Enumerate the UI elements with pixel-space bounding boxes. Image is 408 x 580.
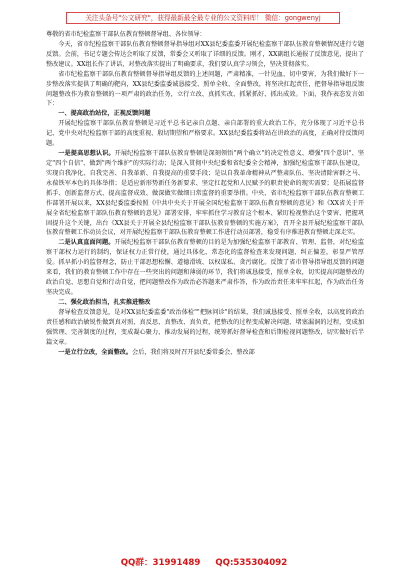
section-heading-2: 二、强化政治担当，扎实推进整改 [58,298,151,306]
section-1-point-2 [46,238,364,298]
document-body [46,30,364,550]
salutation: 尊敬的省市纪检监察干部队伍教育整顿督导组、各位领导： [46,31,206,38]
section-heading-1: 一、提高政治站位，正视反馈问题 [58,110,151,118]
section-1-point-1 [46,149,364,238]
qq-group: QQ群：31991489 [120,558,201,568]
point-text: 开展纪检监察干部队伍教育整顿是深刻领悟"两个确立"的决定性意义、增强"四个意识"、坚定"四个自信"、做到"两个维护"的实际行动；是深入贯彻中央纪委和省纪委全会精神，加强纪检监察干部队伍建设，实现自我净化、自我完善、自我革新、自我提高的重要手段；是以自我革命精神从严整肃队伍、坚决清除害群之马、永葆铁军本色的具体举措；是适应新形势新任务新要求、坚定扛起党和人民赋予的职责使命的现实需要；是拓展监督抓手、创新监督方式、提高监督成效、做深做实做细日常监督的重要举措。中央、省市纪检监察干部队伍教育整顿工作部署开展以来，XX县纪委监委按照《中共中央关于开展全国纪检监察干部队伍教育整顿的意见》和《XX省关于开展全省纪检监察干部队伍教育整顿的意见》部署安排，牢牢抓住学习教育这个根本、紧盯检视整治这个要害、把握巩固提升这个关键，出台《XX县关于开展全县纪检监察干部队伍教育整顿的实施方案》，召开全县开展纪检监察干部队伍教育整顿工作动员会议，对开展纪检监察干部队伍教育整顿工作进行动员部署，稳妥有序推进教育整顿走深走实。 [46,150,364,237]
point-text: 开展纪检监察干部队伍教育整顿的目的是为加强纪检监察干部教育、管理、监督，对纪检监察干部权力运行的制约，保证权力正常行使，通过具体化、常态化的监督检查来发现问题、纠正偏差，彰显严管厚爱。抓早抓小的监督理念，防止干部思想松懈、道德滑坡、以权谋私、贪污腐化。反馈了省市督导指导组反馈的问题来看，我们的教育整顿工作中存在一些突出的问题和薄弱的环节，我们将诚恳接受，照单全收，切实提高问题整改的政治自觉、思想自觉和行动自觉，把问题整改作为政治必答题来严肃作答，作为政治责任来牢牢扛起，作为政治任务坚决完成。 [46,239,364,296]
promo-banner: 关注头条号"公文研究"，获得最新最全最专业的公文资料库！ 微信：gongwenyj [66,12,340,24]
intro-paragraph-2: 省市纪检监察干部队伍教育整顿督导指导组反馈的上述问题，严肃精准，一针见血、切中要害，为我们做好下一步整改落实提供了明确的靶向，XX县纪委监委诚恳接受、照单全收、全面整改，将坚决扛起责任，把督导指导组反馈问题整改作为教育整顿的一项严肃的政治任务，立行立改、真抓实改、抓紧抓好、抓出成效。下面，我作表态发言如下： [46,70,364,108]
point-lead: 二是认真直面问题。 [58,239,115,247]
qq-number: QQ:535304092 [215,558,288,568]
contact-footer [0,556,408,568]
intro-paragraph-1: 今天，省市纪检监察干部队伍教育整顿督导指导组对XX县纪委监委开展纪检监察干部队伍教育整顿情况进行专题反馈。会前，书记专题会传达会听取了反馈，常委会又听取了详细的反馈。刚才，XX副组长通报了反馈意见，提出了整改建议。XX组长作了讲话，对整改落实提出了明确要求，我们要认真学习领会，坚决贯彻落实。 [46,40,364,68]
point-lead: 一是提高思想认识。 [58,150,115,158]
point-lead: 一是立行立改，全面整改。 [58,348,132,356]
point-text: 会后，我们将及时召开县纪委常委会、整改部 [132,348,255,356]
section-1-paragraph: 开展纪检监察干部队伍教育整顿是习近平总书记亲自点题、亲自部署的重大政治工作，充分体现了习近平总书记、党中央对纪检监察干部的高度重视、殷切期望和严格要求。XX县纪委监委将站在讲政治的高度，正确对待反馈问题。 [46,120,364,148]
section-2-point-1 [46,348,364,358]
section-2-paragraph: 督导检查反馈意见，是对XX县纪委监委"政治体检""把脉问诊"的结果，我们诚恳接受、照单全收，以高度的政治责任感和政治敏锐性做到真对照、真反思、真整改、真负责，把整改的过程变成解决问题、堵塞漏洞的过程，变成加强管理、完善制度的过程，变成凝心聚力、推动发展的过程，统筹抓好督导检查和后期检视问题整改，切实做好后半篇文章。 [46,308,364,346]
